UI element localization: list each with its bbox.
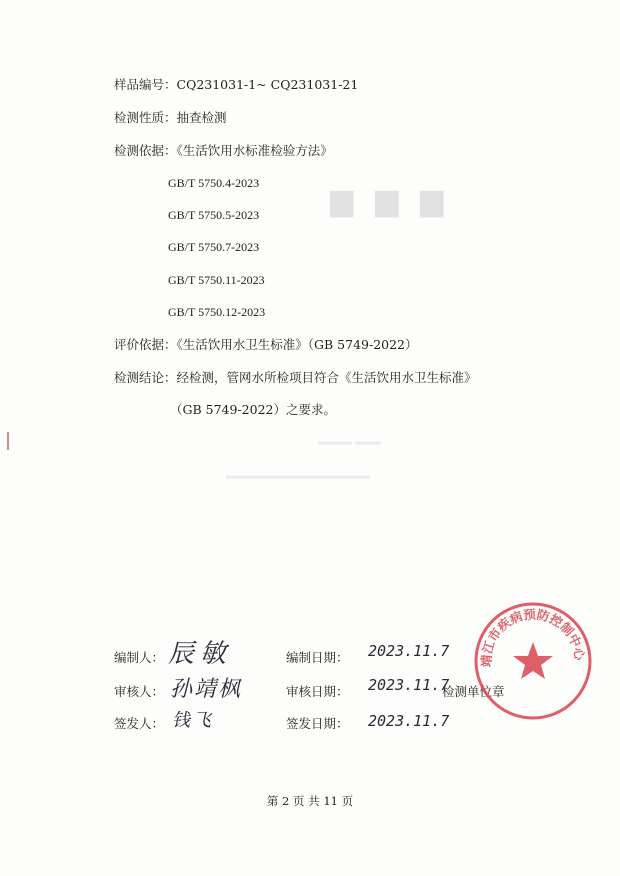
review-date-label: 审核日期：: [286, 684, 349, 699]
standard-item: GB/T 5750.4-2023: [168, 176, 260, 190]
test-basis-value: 《生活饮用水标准检验方法》: [176, 143, 333, 158]
test-nature-row: [114, 110, 227, 126]
evaluation-basis-label: 评价依据：: [114, 337, 177, 352]
issuer-label: 签发人：: [114, 716, 165, 731]
conclusion-text: 经检测，管网水所检项目符合《生活饮用水卫生标准》: [176, 370, 477, 385]
compiler-signature: 辰敏: [168, 639, 233, 669]
page-footer: 第 2 页 共 11 页: [266, 794, 354, 808]
reviewer-signature: 孙靖枫: [170, 677, 243, 702]
compile-date-label: 编制日期：: [286, 650, 349, 665]
conclusion-row: [114, 370, 477, 386]
show-through-mark: ▂▂▂▂ ▂▂▂: [318, 432, 381, 445]
standard-item: GB/T 5750.12-2023: [168, 305, 266, 319]
standard-item: GB/T 5750.5-2023: [168, 208, 260, 222]
conclusion-label: 检测结论：: [114, 370, 177, 385]
testing-unit-seal-label: 检测单位章: [442, 684, 505, 699]
issue-date-label: 签发日期：: [286, 716, 349, 731]
compile-date-handwritten: 2023.11.7: [368, 642, 450, 660]
review-date-handwritten: 2023.11.7: [368, 676, 450, 694]
standard-item: GB/T 5750.11-2023: [168, 273, 265, 287]
show-through-mark: ▆▆▆: [330, 183, 466, 218]
show-through-mark: ▂▂▂▂▂▂▂▂▂▂▂▂▂▂▂▂▂: [226, 466, 370, 479]
sample-number-label: 样品编号：: [114, 77, 177, 92]
test-basis-label: 检测依据：: [114, 143, 177, 158]
issuer-signature: 钱飞: [172, 710, 214, 731]
issue-date-handwritten: 2023.11.7: [368, 712, 450, 730]
reviewer-label: 审核人：: [114, 684, 165, 699]
seal-text: 靖江市疾病预防控制中心: [478, 606, 588, 668]
sample-number-value: CQ231031-1~ CQ231031-21: [176, 77, 359, 92]
standard-item: GB/T 5750.7-2023: [168, 240, 260, 254]
sample-number-row: [114, 77, 358, 93]
test-basis-row: [114, 143, 333, 159]
edge-stain-mark: [6, 432, 10, 450]
compiler-label: 编制人：: [114, 650, 165, 665]
test-nature-label: 检测性质：: [114, 110, 177, 125]
evaluation-basis-row: [114, 337, 418, 353]
test-nature-value: 抽查检测: [176, 110, 227, 125]
conclusion-text-continued: （GB 5749-2022）之要求。: [170, 402, 336, 417]
official-seal: [472, 600, 594, 722]
evaluation-basis-value: 《生活饮用水卫生标准》（GB 5749-2022）: [176, 337, 418, 352]
